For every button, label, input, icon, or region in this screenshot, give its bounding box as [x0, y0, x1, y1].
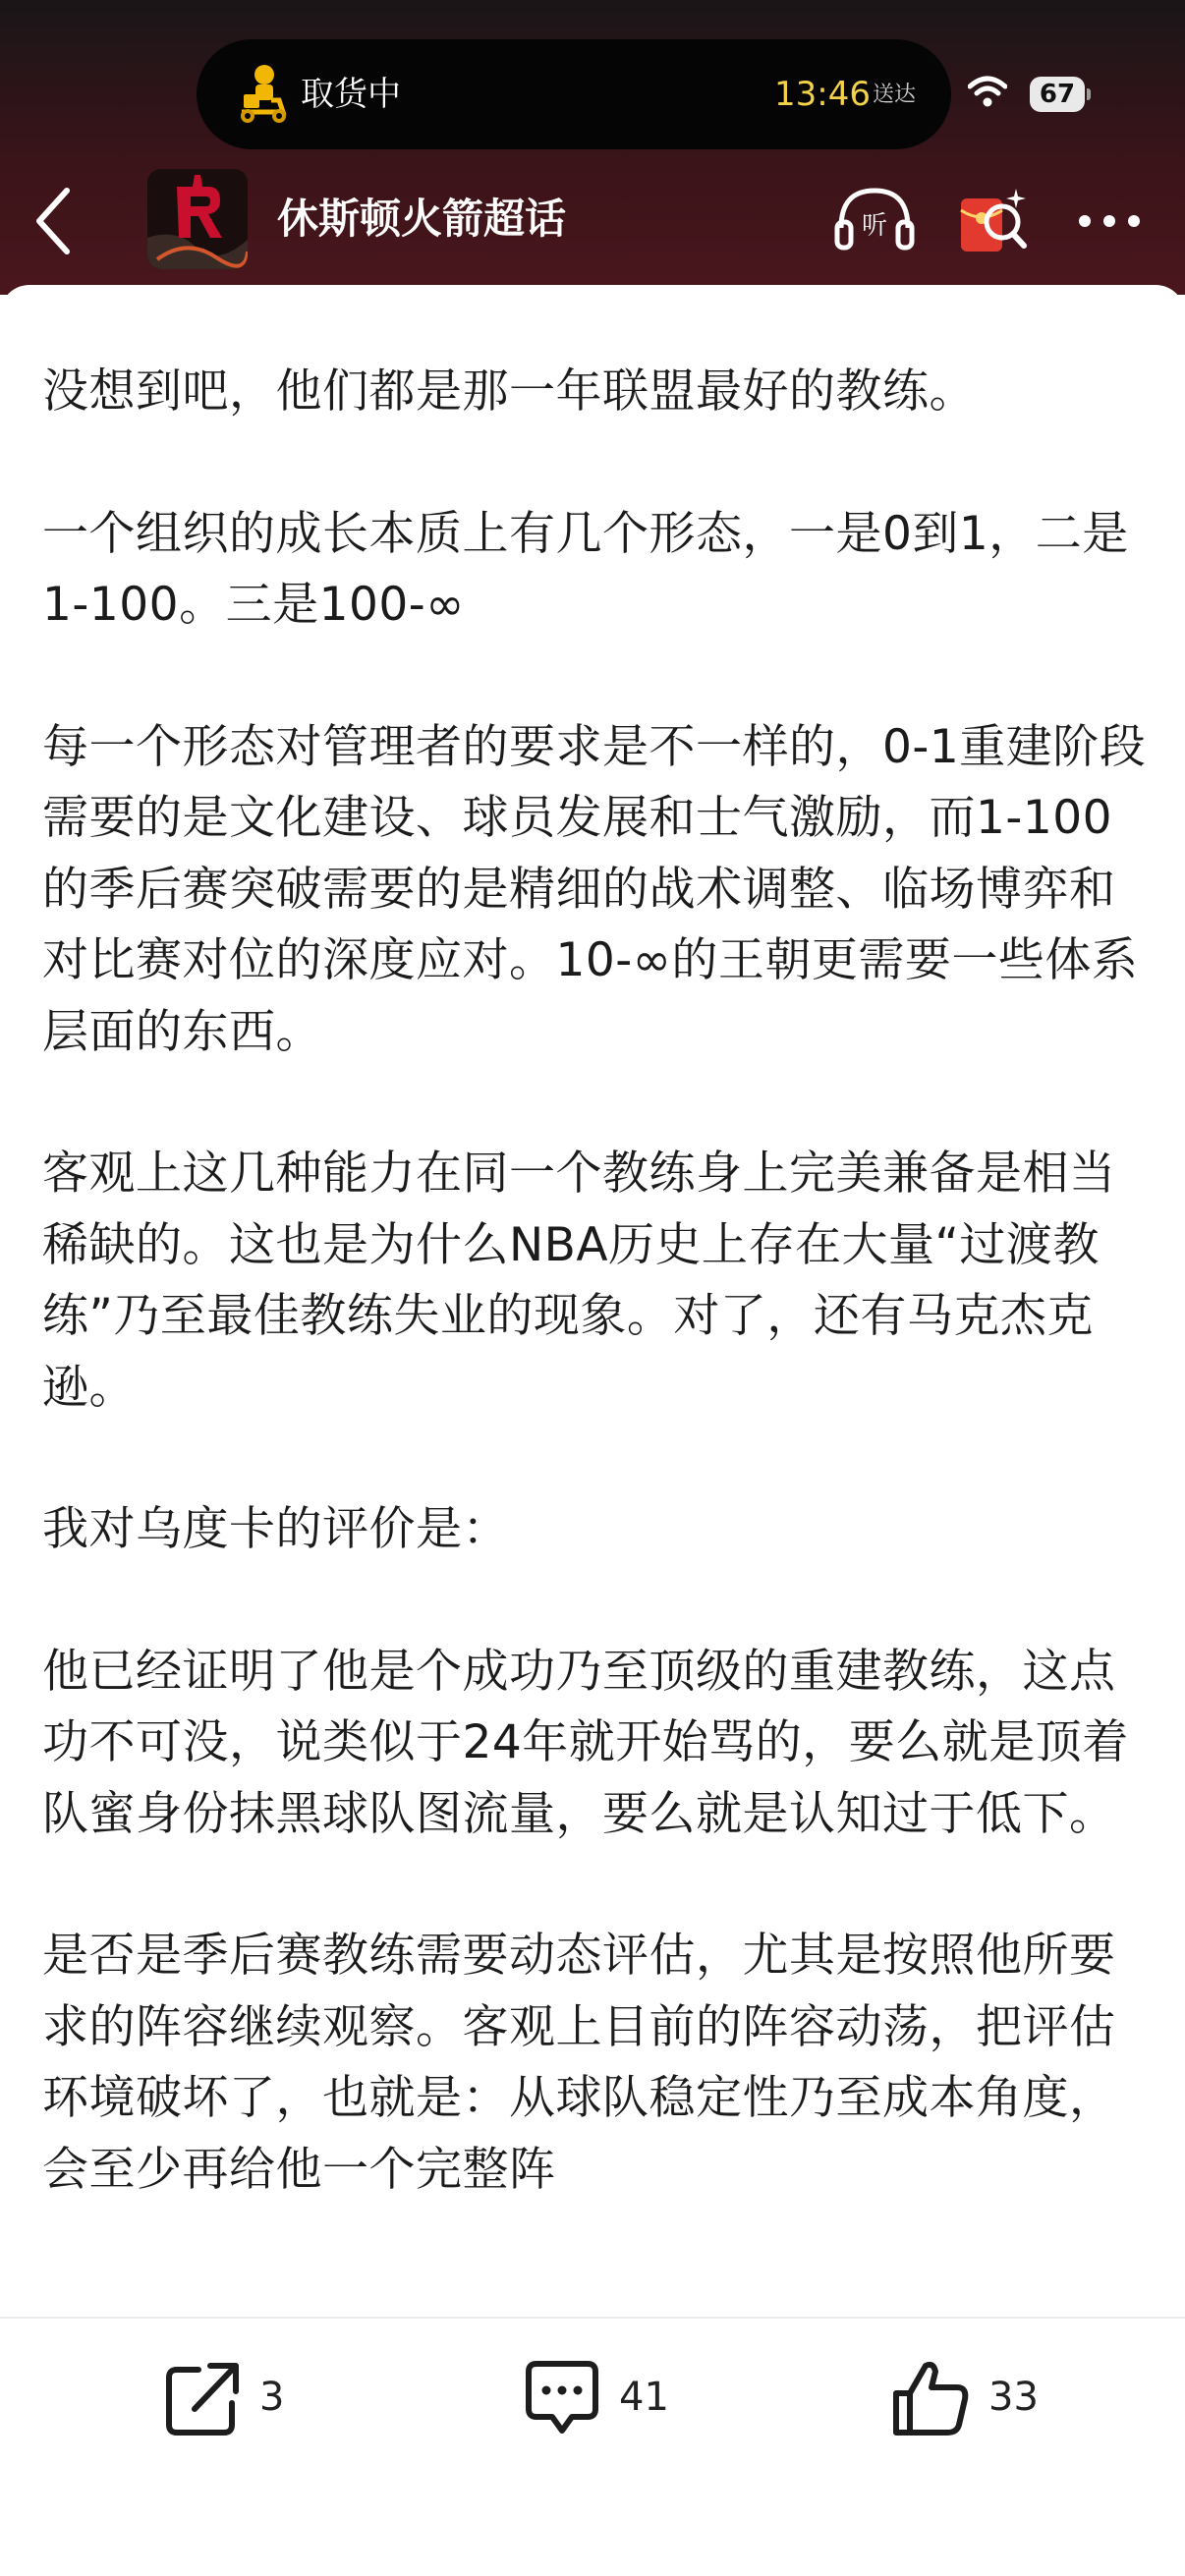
comment-count: 41 [619, 2375, 669, 2420]
page-title: 休斯顿火箭超话 [277, 195, 567, 243]
battery-indicator: 67 [1030, 77, 1085, 112]
delivery-scooter-icon [232, 61, 295, 128]
red-packet-search-icon[interactable] [953, 181, 1032, 259]
delivery-status-label: 取货中 [301, 75, 401, 114]
post-paragraph-1: 没想到吧，他们都是那一年联盟最好的教练。 [42, 364, 976, 419]
rockets-logo-icon [147, 169, 248, 269]
post-paragraph-3: 每一个形态对管理者的要求是不一样的，0-1重建阶段需要的是文化建设、球员发展和士气激励，而1-100的季后赛突破需要的是精细的战术调整、临场博弈和对比赛对位的深度应对。10-∞的王朝更需要一些体系层面的东西。 [42, 719, 1147, 1059]
post-paragraph-2: 一个组织的成长本质上有几个形态，一是0到1，二是1-100。三是100-∞ [42, 506, 1129, 632]
svg-text:听: 听 [861, 211, 888, 241]
back-arrow-icon[interactable] [31, 185, 75, 257]
more-options-icon[interactable] [1075, 210, 1144, 232]
comment-icon [525, 2358, 599, 2438]
listen-icon[interactable] [833, 183, 916, 253]
delivery-time: 13:46 [774, 75, 871, 114]
post-body [42, 357, 1153, 2314]
like-count: 33 [988, 2375, 1039, 2420]
like-button[interactable] [892, 2358, 1049, 2438]
post-paragraph-4: 客观上这几种能力在同一个教练身上完美兼备是相当稀缺的。这也是为什么NBA历史上存在大量“过渡教练”乃至最佳教练失业的现象。对了，还有马克杰克逊。 [42, 1147, 1116, 1415]
post-paragraph-5: 我对乌度卡的评价是： [42, 1502, 509, 1556]
share-count: 3 [259, 2375, 285, 2420]
delivery-eta-label: 送达 [873, 83, 917, 107]
wifi-icon [968, 75, 1007, 108]
topic-avatar[interactable] [147, 169, 248, 269]
thumbs-up-icon [892, 2358, 971, 2438]
share-icon [165, 2358, 240, 2438]
battery-nub [1087, 88, 1091, 100]
comment-button[interactable] [525, 2358, 682, 2438]
post-paragraph-6: 他已经证明了他是个成功乃至顶级的重建教练，这点功不可没，说类似于24年就开始骂的，要么就是顶着队蜜身份抹黑球队图流量，要么就是认知过于低下。 [42, 1644, 1129, 1841]
post-paragraph-7: 是否是季后赛教练需要动态评估，尤其是按照他所要求的阵容继续观察。客观上目前的阵容动荡，把评估环境破坏了，也就是：从球队稳定性乃至成本角度，会至少再给他一个完整阵 [42, 1929, 1116, 2197]
share-button[interactable] [165, 2358, 303, 2438]
dynamic-island[interactable] [197, 39, 951, 149]
